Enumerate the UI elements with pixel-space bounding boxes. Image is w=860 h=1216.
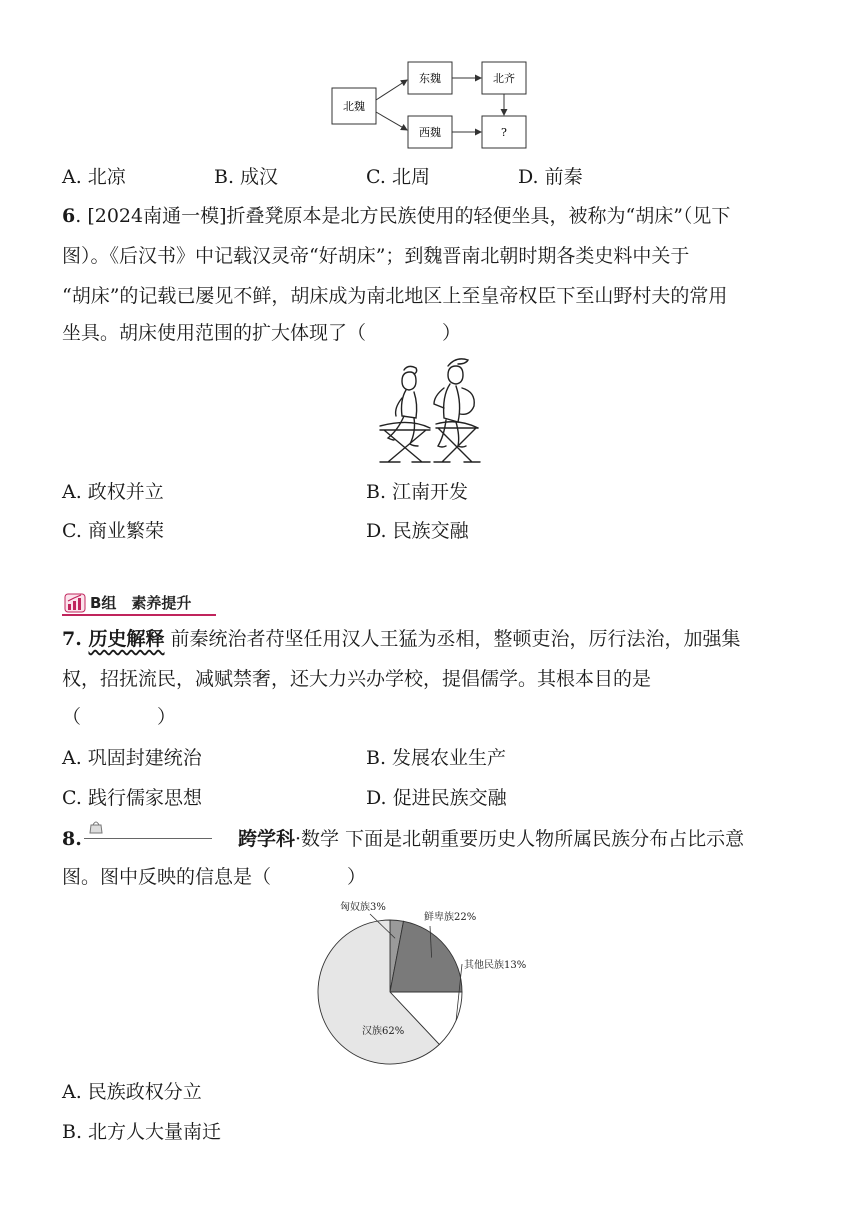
q6-text-1: . [2024南通一模]折叠凳原本是北方民族使用的轻便坐具，被称为“胡床”（见下 — [75, 205, 731, 227]
q8-option-a[interactable]: A. 民族政权分立 — [62, 1081, 202, 1103]
bag-icon — [88, 820, 104, 834]
q8-subject: ·数学 — [295, 828, 340, 850]
q7-option-c[interactable]: C. 践行儒家思想 — [62, 787, 202, 809]
q8-tag-box — [84, 820, 212, 839]
q5-option-c[interactable]: C. 北周 — [366, 166, 430, 188]
q7-line-3: （ ） — [62, 706, 177, 728]
section-b-label: B组 素养提升 — [90, 594, 192, 612]
q7-option-d[interactable]: D. 促进民族交融 — [366, 787, 507, 809]
q7-option-b[interactable]: B. 发展农业生产 — [366, 747, 507, 769]
q7-line-2: 权，招抚流民，减赋禁奢，还大力兴办学校，提倡儒学。其根本目的是 — [62, 668, 652, 690]
q8-text-1: 下面是北朝重要历史人物所属民族分布占比示意 — [339, 828, 745, 850]
q6-number: 6 — [62, 205, 76, 227]
q8-option-b[interactable]: B. 北方人大量南迁 — [62, 1121, 222, 1143]
q7-tag: 历史解释 — [88, 628, 165, 650]
dynasty-flow-diagram — [328, 58, 538, 154]
ethnic-distribution-pie-chart — [312, 894, 552, 1068]
q6-option-a[interactable]: A. 政权并立 — [62, 481, 164, 503]
q6-line-4: 坐具。胡床使用范围的扩大体现了（ ） — [62, 322, 462, 344]
node-root-label: 北魏 — [343, 100, 365, 113]
q8-line-1 — [238, 826, 744, 852]
pie-slice-label: 鲜卑族22% — [424, 912, 477, 923]
q6-option-b[interactable]: B. 江南开发 — [366, 481, 469, 503]
q7-text-1: 前秦统治者苻坚任用汉人王猛为丞相，整顿吏治，厉行法治，加强集 — [164, 628, 741, 650]
q8-tag: 跨学科 — [238, 828, 296, 850]
pie-slice-label: 其他民族13% — [464, 960, 527, 971]
q6-line-1 — [62, 203, 730, 229]
q6-option-d[interactable]: D. 民族交融 — [366, 520, 469, 542]
node-west-label: 西魏 — [419, 126, 441, 139]
node-east-label: 东魏 — [419, 72, 441, 85]
q5-option-b[interactable]: B. 成汉 — [214, 166, 279, 188]
q5-option-a[interactable]: A. 北凉 — [62, 166, 126, 188]
q5-option-d[interactable]: D. 前秦 — [518, 166, 583, 188]
node-north-qi-label: 北齐 — [493, 72, 515, 85]
q7-number: 7 — [62, 628, 76, 650]
q7-option-a[interactable]: A. 巩固封建统治 — [62, 747, 202, 769]
pie-slice-label: 匈奴族3% — [340, 902, 386, 913]
section-b-header — [62, 592, 216, 616]
q8-number: 8. — [62, 828, 82, 850]
pie-slice-label: 汉族62% — [362, 1026, 405, 1037]
q8-line-2: 图。图中反映的信息是（ ） — [62, 866, 367, 888]
q6-line-2: 图）。《后汉书》中记载汉灵帝“好胡床”；到魏晋南北朝时期各类史料中关于 — [62, 245, 690, 267]
q6-option-c[interactable]: C. 商业繁荣 — [62, 520, 164, 542]
hu-chuang-illustration — [376, 358, 482, 466]
node-unknown-label: ? — [501, 126, 507, 139]
bar-chart-icon — [64, 593, 86, 613]
q7-line-1: 7. 历史解释 前秦统治者苻坚任用汉人王猛为丞相，整顿吏治，厉行法治，加强集 — [62, 628, 741, 650]
q6-line-3: “胡床”的记载已屡见不鲜，胡床成为南北地区上至皇帝权臣下至山野村夫的常用 — [62, 285, 728, 307]
